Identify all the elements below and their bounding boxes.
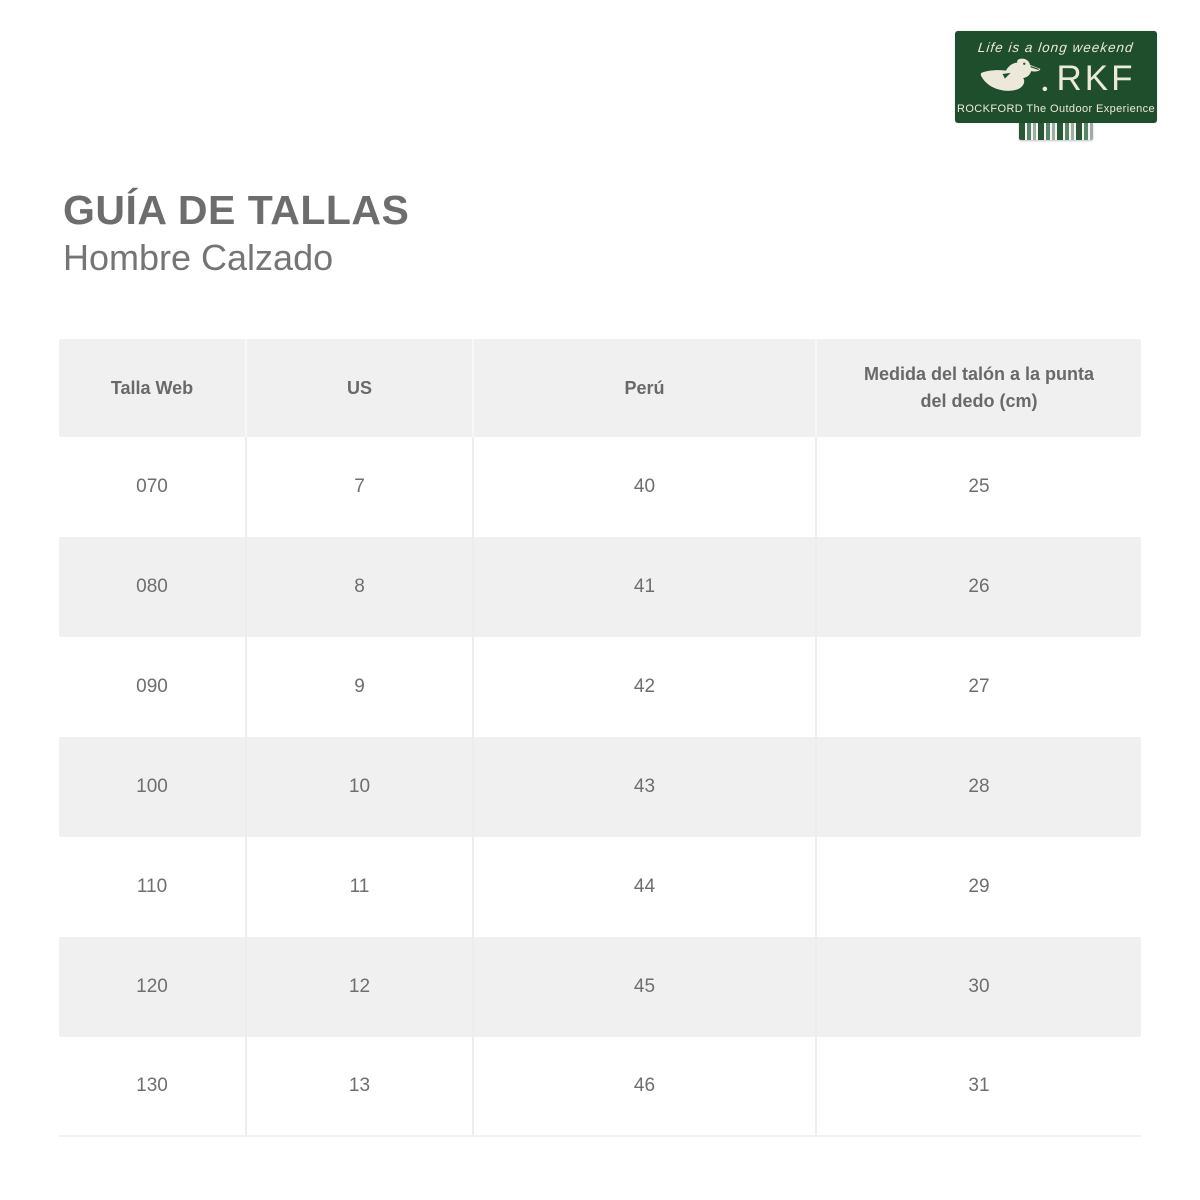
size-table bbox=[59, 339, 1141, 1137]
cell-medida: 30 bbox=[817, 937, 1141, 1037]
cell-peru: 46 bbox=[474, 1037, 817, 1137]
cell-medida: 27 bbox=[817, 637, 1141, 737]
size-table-header bbox=[59, 339, 1141, 437]
logo-full-name: ROCKFORD The Outdoor Experience bbox=[956, 103, 1156, 115]
title-block bbox=[63, 188, 409, 278]
cell-medida: 25 bbox=[817, 437, 1141, 537]
cell-us: 10 bbox=[247, 737, 474, 837]
page-subtitle: Hombre Calzado bbox=[63, 237, 334, 279]
cell-medida: 28 bbox=[817, 737, 1141, 837]
cell-talla-web: 130 bbox=[59, 1037, 247, 1137]
ribbon-tag bbox=[1019, 123, 1093, 140]
cell-talla-web: 080 bbox=[59, 537, 247, 637]
table-row bbox=[59, 937, 1141, 1037]
header-row bbox=[59, 339, 1141, 437]
table-row bbox=[59, 537, 1141, 637]
cell-talla-web: 090 bbox=[59, 637, 247, 737]
logo-brand-row bbox=[977, 58, 1136, 98]
duck-icon bbox=[977, 58, 1051, 98]
cell-medida: 29 bbox=[817, 837, 1141, 937]
cell-us: 13 bbox=[247, 1037, 474, 1137]
cell-talla-web: 110 bbox=[59, 837, 247, 937]
size-table-body bbox=[59, 437, 1141, 1137]
cell-us: 12 bbox=[247, 937, 474, 1037]
table-row bbox=[59, 637, 1141, 737]
table-row bbox=[59, 1037, 1141, 1137]
cell-us: 9 bbox=[247, 637, 474, 737]
cell-peru: 40 bbox=[474, 437, 817, 537]
cell-peru: 43 bbox=[474, 737, 817, 837]
cell-medida: 31 bbox=[817, 1037, 1141, 1137]
cell-us: 11 bbox=[247, 837, 474, 937]
cell-us: 8 bbox=[247, 537, 474, 637]
cell-peru: 44 bbox=[474, 837, 817, 937]
cell-us: 7 bbox=[247, 437, 474, 537]
col-header-talla-web: Talla Web bbox=[59, 339, 247, 437]
page-title: GUÍA DE TALLAS bbox=[63, 187, 410, 233]
col-header-us: US bbox=[247, 339, 474, 437]
brand-logo bbox=[955, 31, 1157, 140]
logo-brand-text: RKF bbox=[1056, 58, 1136, 98]
table-row bbox=[59, 437, 1141, 537]
cell-peru: 45 bbox=[474, 937, 817, 1037]
cell-talla-web: 070 bbox=[59, 437, 247, 537]
logo-tagline: Life is a long weekend bbox=[977, 40, 1135, 55]
cell-medida: 26 bbox=[817, 537, 1141, 637]
col-header-medida: Medida del talón a la punta del dedo (cm) bbox=[817, 339, 1141, 437]
logo-card bbox=[955, 31, 1157, 123]
size-table-container bbox=[59, 339, 1141, 1137]
col-header-peru: Perú bbox=[474, 339, 817, 437]
cell-talla-web: 120 bbox=[59, 937, 247, 1037]
table-row bbox=[59, 837, 1141, 937]
cell-peru: 41 bbox=[474, 537, 817, 637]
cell-peru: 42 bbox=[474, 637, 817, 737]
cell-talla-web: 100 bbox=[59, 737, 247, 837]
table-row bbox=[59, 737, 1141, 837]
